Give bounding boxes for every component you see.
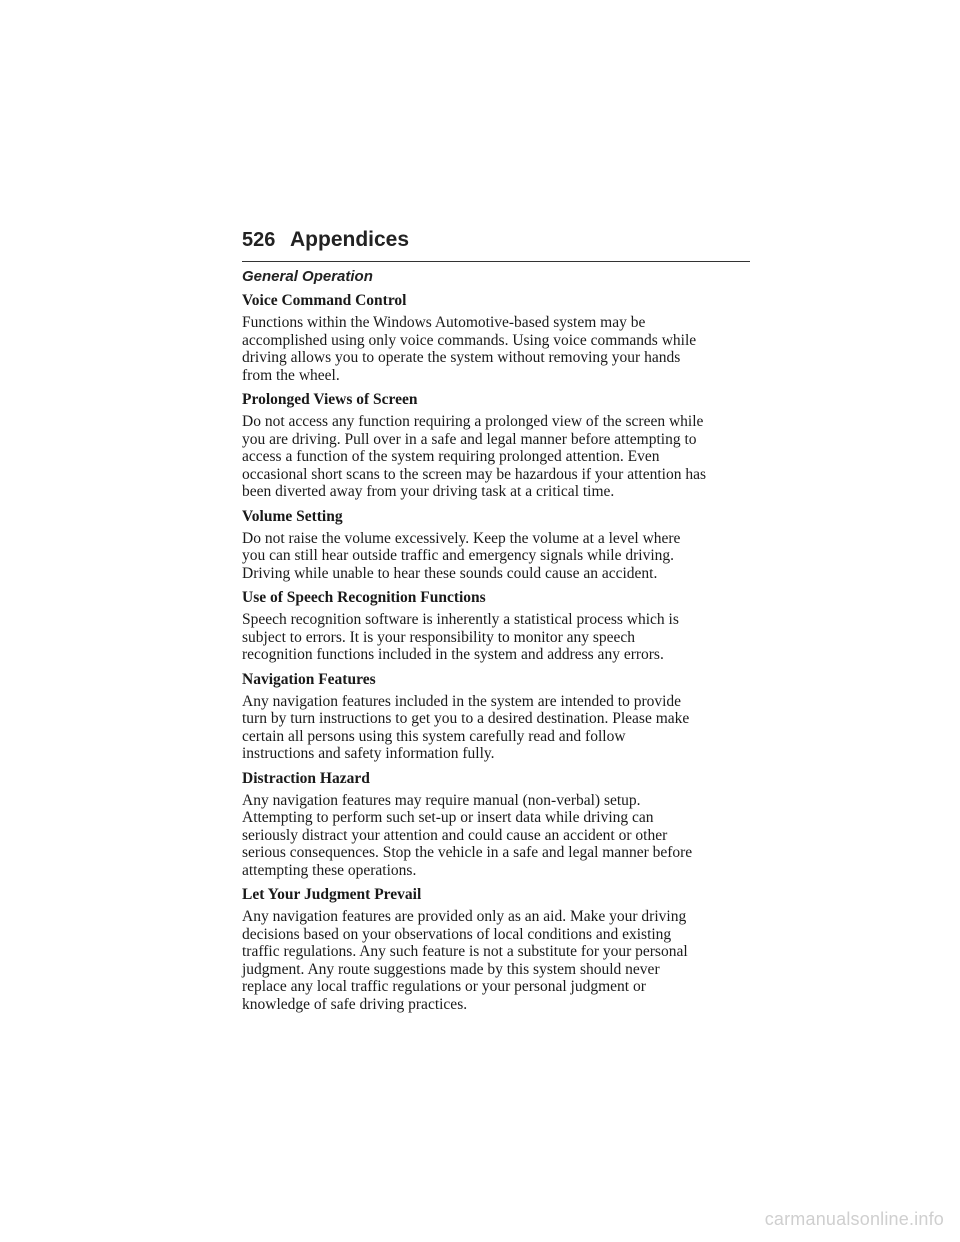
section-prolonged-views (242, 391, 750, 501)
section-navigation-features (242, 671, 750, 763)
page-number: 526 (242, 229, 276, 251)
watermark: carmanualsonline.info (764, 1209, 944, 1229)
paragraph: Any navigation features may require manual (non-verbal) setup. Attempting to perform such set-up or insert data while driving can seriously distract your attention and could cause an accident or other serious consequences. Stop the vehicle in a safe and legal manner before attempting these operations. (242, 791, 693, 879)
paragraph: Any navigation features included in the system are intended to provide turn by turn instructions to get you to a desired destination. Please make certain all persons using this system carefully read and follow instructions and safety information fully. (242, 692, 690, 762)
paragraph: Do not raise the volume excessively. Keep the volume at a level where you can still hear outside traffic and emergency signals while driving. Driving while unable to hear these sounds could cause an accident. (242, 529, 681, 582)
paragraph: Do not access any function requiring a prolonged view of the screen while you are driving. Pull over in a safe and legal manner before attempting to access a function of the system requiring prolonged attention. Even occasional short scans to the screen may be hazardous if your attention has been diverted away from your driving task at a critical time. (242, 413, 706, 500)
paragraph: Any navigation features are provided only as an aid. Make your driving decisions based on your observations of local conditions and existing traffic regulations. Any such feature is not a substitute for your personal judgment. Any route suggestions made by this system should never replace any local traffic regulations or your personal judgment or knowledge of safe driving practices. (242, 908, 688, 1013)
section-heading: General Operation (242, 268, 373, 285)
section-distraction-hazard (242, 770, 750, 880)
manual-page (242, 228, 750, 1019)
paragraph: Functions within the Windows Automotive-based system may be accomplished using only voice commands. Using voice commands while driving allows you to operate the system without removing your hands from the wheel. (242, 314, 697, 384)
section-judgment-prevail (242, 886, 750, 1013)
chapter-title: Appendices (290, 228, 410, 251)
subheading: Prolonged Views of Screen (242, 391, 418, 408)
subheading: Voice Command Control (242, 292, 407, 309)
section-speech-recognition (242, 589, 750, 664)
page-header (242, 228, 750, 262)
subheading: Distraction Hazard (242, 769, 370, 787)
subheading: Volume Setting (242, 507, 343, 525)
subheading: Navigation Features (242, 670, 376, 688)
section-volume-setting (242, 508, 750, 583)
subheading: Let Your Judgment Prevail (242, 886, 422, 903)
paragraph: Speech recognition software is inherently a statistical process which is subject to errors. It is your responsibility to monitor any speech recognition functions included in the system and address any errors. (242, 611, 679, 663)
subheading: Use of Speech Recognition Functions (242, 589, 486, 606)
section-voice-command (242, 292, 750, 384)
